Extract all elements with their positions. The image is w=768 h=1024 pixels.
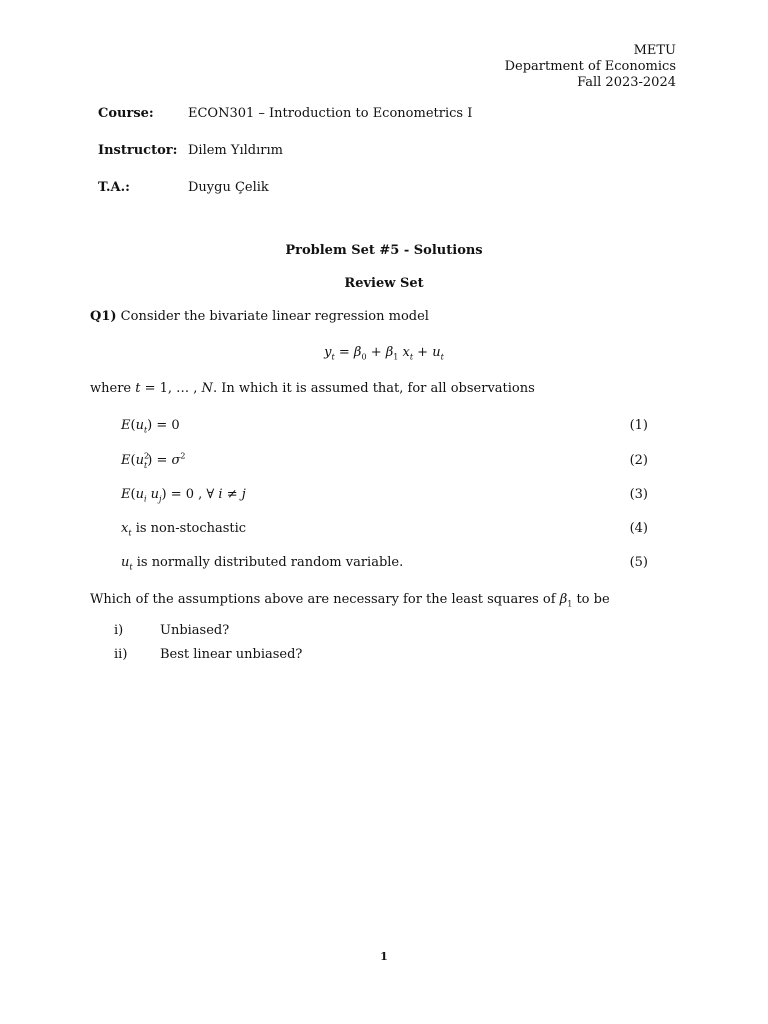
institution-header: [505, 43, 676, 91]
where-clause: [90, 381, 535, 396]
assumption-4-text: is non-stochastic: [131, 521, 247, 536]
question-1-label: Q1): [90, 309, 117, 324]
instructor-value: Dilem Yıldırım: [188, 143, 283, 158]
assumption-3-number: (3): [629, 487, 648, 502]
assumption-3-expression: $E(u_i$ $u_j) = 0$ , ∀ i ≠ j: [121, 487, 246, 504]
assumption-5-text: is normally distributed random variable.: [132, 555, 404, 570]
assumption-5-expression: $u_t$ is normally distributed random variable.: [121, 555, 404, 572]
question-1-text: Consider the bivariate linear regression model: [120, 309, 429, 324]
index-range: t = 1, … , N: [135, 381, 213, 396]
assumption-2-number: (2): [629, 453, 648, 468]
document-subtitle: Review Set: [344, 276, 424, 291]
prompt-suffix: to be: [572, 592, 610, 607]
term: Fall 2023-2024: [577, 75, 676, 90]
question-1-prompt: [90, 592, 610, 607]
assumption-2-expression: $E(u^2_t) = \sigma^2$: [121, 451, 186, 470]
part-i-text: Unbiased?: [160, 623, 230, 638]
university-name: METU: [633, 43, 676, 58]
course-label: Course:: [98, 106, 154, 121]
part-i-mark: i): [114, 623, 124, 638]
part-ii-mark: ii): [114, 647, 128, 662]
ta-value: Duygu Çelik: [188, 180, 269, 195]
page-number: 1: [380, 950, 388, 963]
question-1-intro: [90, 309, 429, 324]
ta-label: T.A.:: [98, 180, 130, 195]
instructor-label: Instructor:: [98, 143, 178, 158]
where-suffix: . In which it is assumed that, for all observations: [212, 381, 535, 396]
assumption-5-number: (5): [629, 555, 648, 570]
department-name: Department of Economics: [504, 59, 676, 74]
prompt-prefix: Which of the assumptions above are necessary for the least squares of: [90, 592, 560, 607]
course-value: ECON301 – Introduction to Econometrics I: [188, 106, 473, 121]
document-title: Problem Set #5 - Solutions: [285, 243, 483, 258]
assumption-1-expression: $E(u_t) = 0$: [121, 418, 180, 435]
regression-equation: $y_t = \beta_0 + \beta_1$ $x_t + u_t$: [324, 345, 444, 362]
beta-1-symbol: $\beta_1$: [559, 592, 573, 609]
assumption-4-expression: $x_t$ is non-stochastic: [121, 521, 247, 538]
assumption-4-number: (4): [629, 521, 648, 536]
where-prefix: where: [90, 381, 136, 396]
part-ii-text: Best linear unbiased?: [160, 647, 303, 662]
assumption-1-number: (1): [629, 418, 648, 433]
